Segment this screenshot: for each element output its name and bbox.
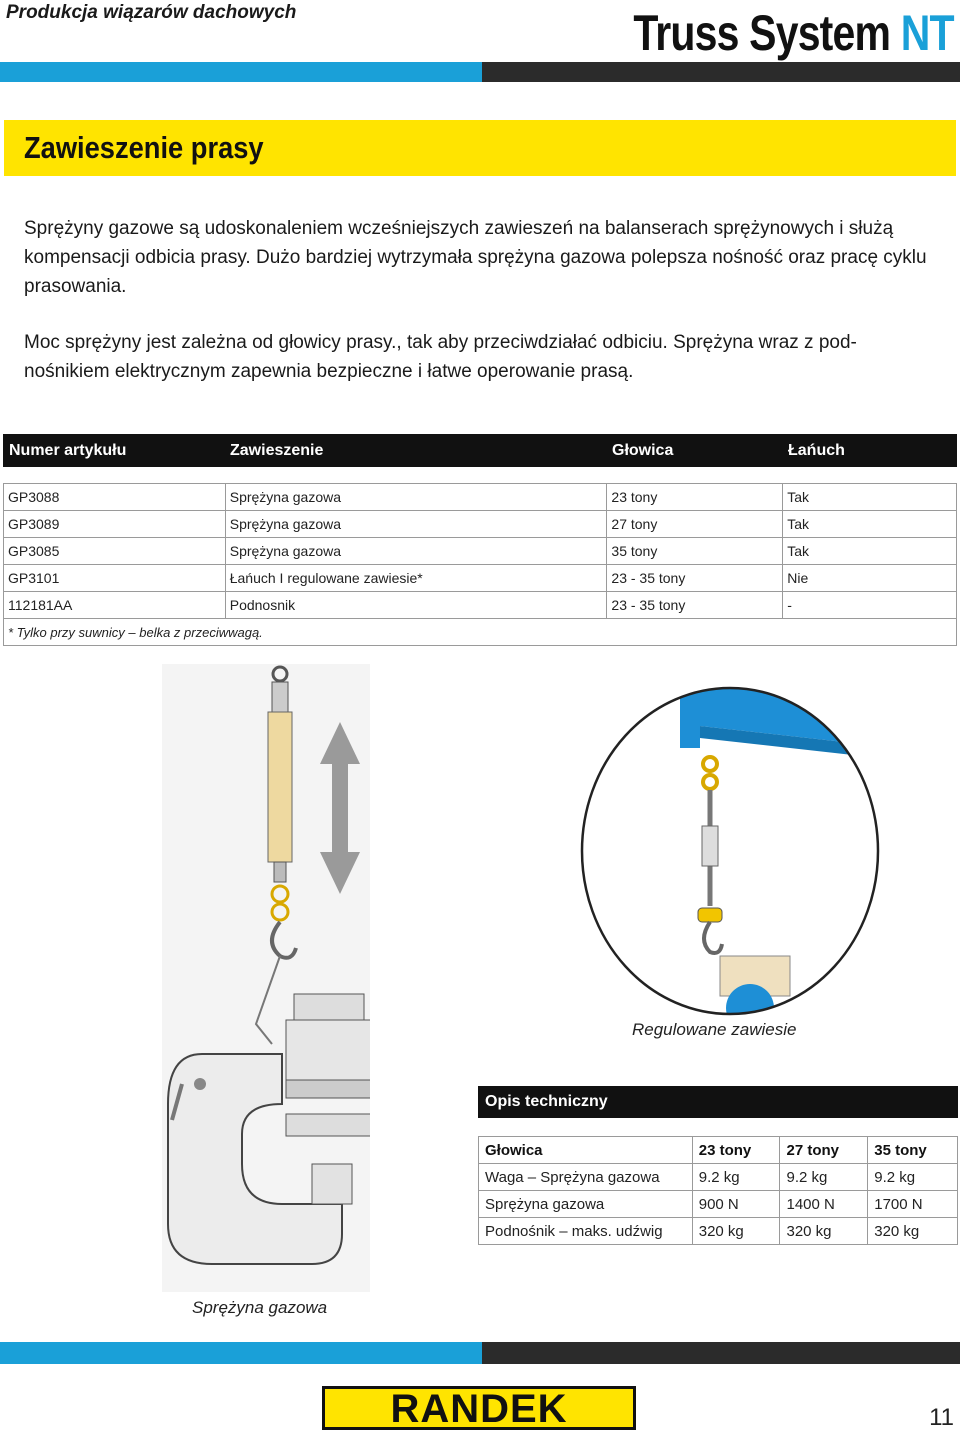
cell-chain: - bbox=[783, 592, 957, 619]
spec-table-title: Opis techniczny bbox=[485, 1093, 608, 1110]
cell-article: GP3088 bbox=[4, 484, 226, 511]
header-bar-dark bbox=[482, 62, 960, 82]
spec-col-27: 27 tony bbox=[780, 1137, 868, 1164]
spec-value: 320 kg bbox=[868, 1218, 958, 1245]
section-title: Zawieszenie prasy bbox=[24, 130, 264, 165]
spec-col-35: 35 tony bbox=[868, 1137, 958, 1164]
section-label: Produkcja wiązarów dachowych bbox=[6, 2, 297, 23]
cell-suspension: Sprężyna gazowa bbox=[225, 484, 607, 511]
col-header-chain: Łańuch bbox=[788, 442, 845, 459]
cell-chain: Tak bbox=[783, 511, 957, 538]
cell-chain: Nie bbox=[783, 565, 957, 592]
footer-bar-blue bbox=[0, 1342, 482, 1364]
spec-value: 320 kg bbox=[780, 1218, 868, 1245]
table-row bbox=[479, 1218, 958, 1245]
press-illustration bbox=[162, 664, 370, 1292]
table-footnote-row bbox=[4, 619, 957, 646]
page-title bbox=[634, 0, 954, 66]
col-header-head: Głowica bbox=[612, 442, 674, 459]
cell-suspension: Podnosnik bbox=[225, 592, 607, 619]
cell-head: 35 tony bbox=[607, 538, 783, 565]
table-row bbox=[4, 511, 957, 538]
cell-article: GP3089 bbox=[4, 511, 226, 538]
spec-value: 900 N bbox=[692, 1191, 780, 1218]
intro-paragraph: Sprężyny gazowe są udoskonaleniem wcześniejszych zawieszeń na balanserach sprężynowych i służą kompensacji odbicia prasy. Dużo bardziej wytrzymała sprężyna gazowa polepsza nośność oraz pracę cyklu prasowania. bbox=[24, 218, 927, 297]
footer-bar-dark bbox=[482, 1342, 960, 1364]
cell-chain: Tak bbox=[783, 484, 957, 511]
header-bar-blue bbox=[0, 62, 482, 82]
spec-label: Sprężyna gazowa bbox=[479, 1191, 693, 1218]
spec-label: Waga – Sprężyna gazowa bbox=[479, 1164, 693, 1191]
cell-suspension: Sprężyna gazowa bbox=[225, 511, 607, 538]
spec-value: 9.2 kg bbox=[868, 1164, 958, 1191]
spec-table-header bbox=[478, 1086, 958, 1118]
detail-paragraph: Moc sprężyny jest zależna od głowicy prasy., tak aby przeciwdziałać odbiciu. Sprężyna wraz z pod-nośnikiem elektrycznym zapewnia bezpieczne i łatwe operowanie prasą. bbox=[24, 332, 857, 382]
cell-head: 23 - 35 tony bbox=[607, 592, 783, 619]
spec-value: 320 kg bbox=[692, 1218, 780, 1245]
hanger-illustration bbox=[580, 686, 880, 1016]
cell-article: GP3085 bbox=[4, 538, 226, 565]
articles-table bbox=[3, 483, 957, 646]
cell-head: 27 tony bbox=[607, 511, 783, 538]
table-row bbox=[4, 484, 957, 511]
articles-table-header bbox=[3, 434, 957, 467]
spec-header-row bbox=[479, 1137, 958, 1164]
cell-suspension: Sprężyna gazowa bbox=[225, 538, 607, 565]
spec-label: Podnośnik – maks. udźwig bbox=[479, 1218, 693, 1245]
table-row bbox=[4, 565, 957, 592]
table-row bbox=[4, 592, 957, 619]
col-header-suspension: Zawieszenie bbox=[230, 442, 324, 459]
cell-head: 23 tony bbox=[607, 484, 783, 511]
cell-article: GP3101 bbox=[4, 565, 226, 592]
randek-logo bbox=[322, 1386, 636, 1430]
cell-suspension: Łańuch I regulowane zawiesie* bbox=[225, 565, 607, 592]
spec-value: 1700 N bbox=[868, 1191, 958, 1218]
spec-col-23: 23 tony bbox=[692, 1137, 780, 1164]
spec-value: 9.2 kg bbox=[780, 1164, 868, 1191]
title-main: Truss System bbox=[633, 5, 901, 61]
cell-article: 112181AA bbox=[4, 592, 226, 619]
table-row bbox=[479, 1191, 958, 1218]
table-row bbox=[479, 1164, 958, 1191]
cell-head: 23 - 35 tony bbox=[607, 565, 783, 592]
press-caption: Sprężyna gazowa bbox=[192, 1298, 328, 1317]
page-number: 11 bbox=[929, 1404, 954, 1431]
hanger-caption: Regulowane zawiesie bbox=[632, 1020, 797, 1039]
table-footnote: * Tylko przy suwnicy – belka z przeciwwagą. bbox=[4, 619, 957, 646]
spec-col-label: Głowica bbox=[479, 1137, 693, 1164]
title-accent: NT bbox=[900, 5, 954, 61]
spec-table bbox=[478, 1136, 958, 1245]
spec-value: 9.2 kg bbox=[692, 1164, 780, 1191]
table-row bbox=[4, 538, 957, 565]
spec-value: 1400 N bbox=[780, 1191, 868, 1218]
logo-text: RANDEK bbox=[390, 1387, 568, 1431]
col-header-article: Numer artykułu bbox=[9, 442, 127, 459]
cell-chain: Tak bbox=[783, 538, 957, 565]
